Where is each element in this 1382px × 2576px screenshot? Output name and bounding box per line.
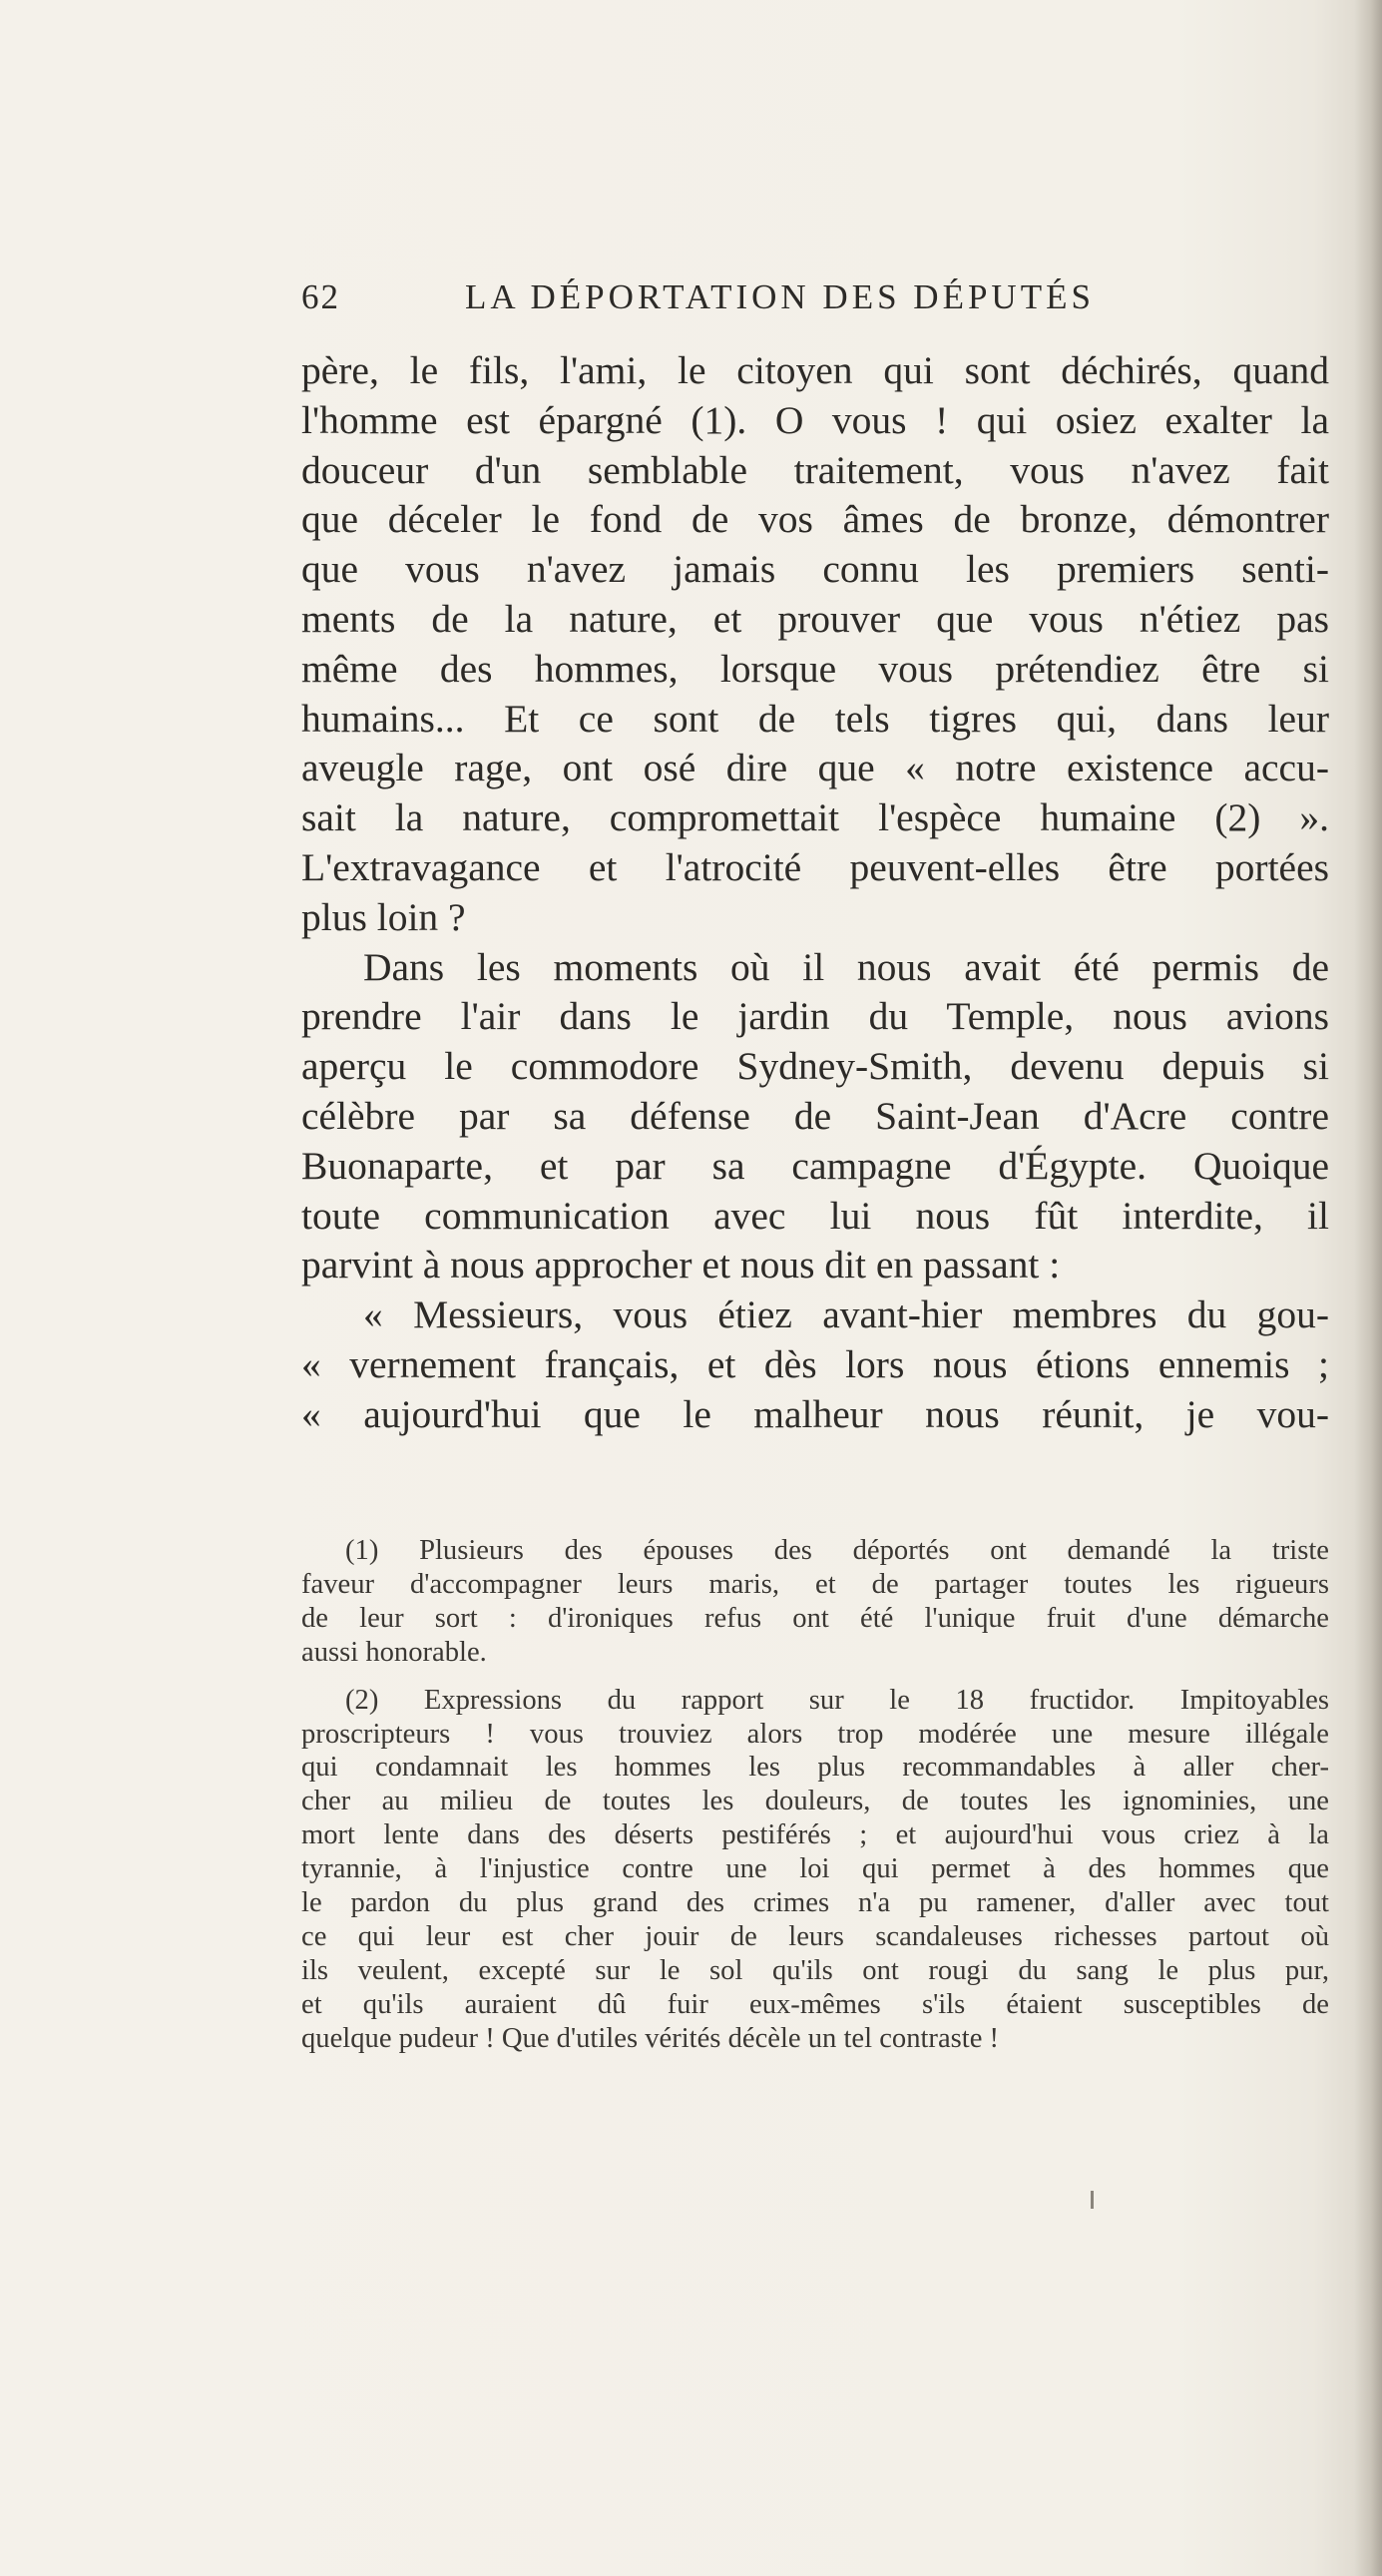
text-line: plus loin ? (301, 894, 466, 939)
text-line: que vous n'avez jamais connu les premiers senti- (301, 547, 1329, 592)
main-text-block (301, 346, 1329, 1440)
text-line: Buonaparte, et par sa campagne d'Égypte. Quoique (301, 1143, 1329, 1188)
footnote-line: et qu'ils auraient dû fuir eux-mêmes s'ils étaient susceptibles de (301, 1988, 1329, 2020)
footnotes-block (301, 1534, 1329, 2056)
footnote-line: ils veulent, excepté sur le sol qu'ils ont rougi du sang le plus pur, (301, 1954, 1329, 1986)
page-gutter-shadow (1354, 0, 1382, 2576)
footnote-line: proscripteurs ! vous trouviez alors trop modérée une mesure illégale (301, 1718, 1329, 1750)
text-line: « aujourd'hui que le malheur nous réunit, je vou- (301, 1391, 1329, 1436)
text-line: humains... Et ce sont de tels tigres qui, dans leur (301, 696, 1329, 741)
text-line: douceur d'un semblable traitement, vous n'avez fait (301, 447, 1329, 492)
text-line: aperçu le commodore Sydney-Smith, devenu depuis si (301, 1044, 1329, 1089)
footnote-line: (1) Plusieurs des épouses des déportés ont demandé la triste (345, 1535, 1329, 1566)
footnote-2 (301, 1684, 1329, 2056)
footnote-line: faveur d'accompagner leurs maris, et de partager toutes les rigueurs (301, 1568, 1329, 1600)
text-line: ments de la nature, et prouver que vous n'étiez pas (301, 596, 1329, 641)
text-line: aveugle rage, ont osé dire que « notre existence accu- (301, 746, 1329, 790)
running-title: LA DÉPORTATION DES DÉPUTÉS (465, 277, 1095, 316)
text-line: Dans les moments où il nous avait été permis de (363, 944, 1329, 989)
text-line: sait la nature, compromettait l'espèce humaine (2) ». (301, 795, 1329, 840)
footnote-line: ce qui leur est cher jouir de leurs scandaleuses richesses partout où (301, 1920, 1329, 1952)
footnote-line: qui condamnait les hommes les plus recommandables à aller cher- (301, 1752, 1329, 1784)
text-line: « Messieurs, vous étiez avant-hier membres du gou- (363, 1292, 1329, 1337)
text-line: parvint à nous approcher et nous dit en passant : (301, 1243, 1061, 1288)
footnote-spacer (301, 1670, 1329, 1684)
running-header (301, 277, 1329, 327)
footnote-line: (2) Expressions du rapport sur le 18 fructidor. Impitoyables (345, 1684, 1329, 1716)
footnote-line: aussi honorable. (301, 1636, 487, 1668)
footnote-line: le pardon du plus grand des crimes n'a pu ramener, d'aller avec tout (301, 1887, 1329, 1919)
footnote-line: de leur sort : d'ironiques refus ont été l'unique fruit d'une démarche (301, 1602, 1329, 1634)
text-line: célèbre par sa défense de Saint-Jean d'Acre contre (301, 1093, 1329, 1138)
footnote-1 (301, 1534, 1329, 1670)
text-line: père, le fils, l'ami, le citoyen qui sont déchirés, quand (301, 348, 1329, 392)
footnote-line: mort lente dans des déserts pestiférés ; et aujourd'hui vous criez à la (301, 1819, 1329, 1851)
text-line: « vernement français, et dès lors nous étions ennemis ; (301, 1341, 1329, 1386)
footnote-line: cher au milieu de toutes les douleurs, de toutes les ignominies, une (301, 1786, 1329, 1817)
page-number: 62 (301, 277, 340, 316)
text-line: que déceler le fond de vos âmes de bronze, démontrer (301, 497, 1329, 542)
stray-ink-mark (1091, 2191, 1094, 2209)
text-line: L'extravagance et l'atrocité peuvent-elles être portées (301, 844, 1329, 889)
text-line: prendre l'air dans le jardin du Temple, nous avions (301, 994, 1329, 1039)
footnote-line: tyrannie, à l'injustice contre une loi qui permet à des hommes que (301, 1853, 1329, 1885)
text-line: toute communication avec lui nous fût interdite, il (301, 1193, 1329, 1238)
text-line: l'homme est épargné (1). O vous ! qui osiez exalter la (301, 397, 1329, 442)
footnote-line: quelque pudeur ! Que d'utiles vérités décèle un tel contraste ! (301, 2022, 1000, 2054)
text-line: même des hommes, lorsque vous prétendiez être si (301, 646, 1329, 691)
